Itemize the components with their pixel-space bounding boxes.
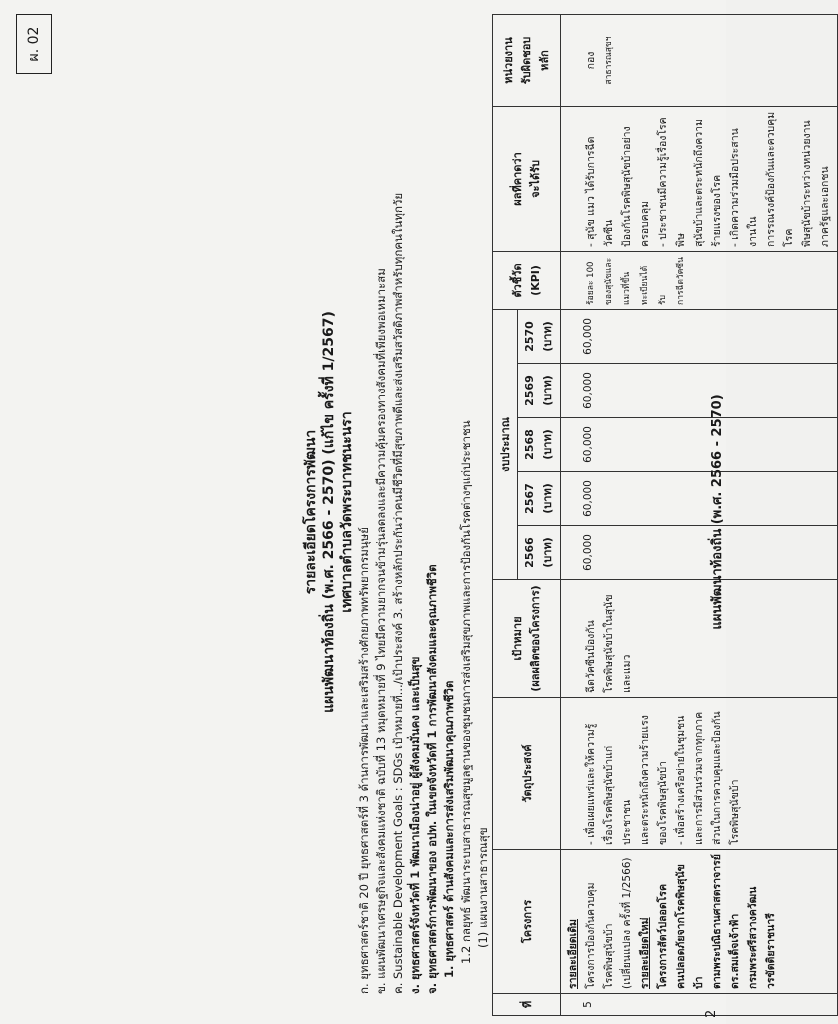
objective-line: ของโรคพิษสุนัขบ้า — [657, 760, 669, 845]
result-line: - เกิดความร่วมมือประสานงานใน — [729, 128, 759, 247]
objective-line: และการมีส่วนร่วมจากทุกภาค — [693, 711, 705, 845]
objective-line: - เพื่อสร้างเครือข่ายในชุมชน — [675, 715, 687, 845]
project-line: ตามพระปณิธานศาสตราจารย์ — [711, 854, 723, 989]
row-target — [561, 580, 838, 698]
project-line: กรมพระศรีสวางควัฒน — [747, 886, 759, 989]
header-year — [518, 526, 561, 580]
year-unit: (บาท) — [541, 429, 554, 460]
header-year — [518, 364, 561, 418]
year-unit: (บาท) — [541, 321, 554, 352]
header-unit-sub2: หลัก — [537, 50, 551, 71]
budget-cell — [561, 526, 838, 580]
doc-subtitle: แผนพัฒนาท้องถิ่น (พ.ศ. 2566 - 2570) (แก้ไข ครั้งที่ 1/2567) — [321, 311, 337, 713]
doc-organization: เทศบาลตำบลวัดพระบาทชนะนรา — [339, 411, 355, 613]
strategy-line: (1) แผนงานสาธารณสุข — [476, 827, 490, 948]
objective-line: โรคพิษสุนัขบ้า — [729, 779, 741, 845]
strategy-line: 1.2 กลยุทธ์ พัฒนาระบบสาธารณสุขมูลฐานของชุมชนการส่งเสริมสุขภาพและการป้องกันโรคต่างๆแก่ประชาชน — [459, 420, 473, 964]
header-result-label: ผลที่คาดว่า — [510, 152, 524, 206]
project-old-label: รายละเอียดเดิม — [567, 919, 579, 989]
project-line: วรขัตติยราชนารี — [765, 913, 777, 989]
header-result-sub: จะได้รับ — [528, 160, 542, 198]
project-line: โครงการป้องกันควบคุม — [585, 882, 597, 989]
header-unit-label: หน่วยงาน — [501, 37, 515, 84]
result-line: สุนัขบ้าและตระหนักถึงความ — [693, 119, 705, 247]
budget-value: 60,000 — [582, 534, 594, 571]
strategy-line: ง. ยุทธศาสตร์จังหวัดที่ 1 พัฒนาเมืองน่าอยู่ ผู้สังคมมั่นคง และเป็นสุข — [408, 656, 422, 994]
header-target-sub: (ผลผลิตของโครงการ) — [528, 585, 542, 692]
strategy-line: จ. ยุทธศาสตร์การพัฒนาของ อปท. ในเขตจังหวัดที่ 1 การพัฒนาสังคมและคุณภาพชีวิต — [425, 564, 439, 994]
header-kpi-sub: (KPI) — [528, 265, 542, 296]
year-unit: (บาท) — [541, 537, 554, 568]
budget-cell — [561, 364, 838, 418]
header-unit — [493, 15, 561, 107]
strategy-line: ก. ยุทธศาสตร์ชาติ 20 ปี ยุทธศาสตร์ที่ 3 ด้านการพัฒนาและเสริมสร้างศักยภาพทรัพยากรมนุษย์ — [357, 527, 371, 994]
header-year — [518, 309, 561, 363]
header-unit-sub: รับผิดชอบ — [519, 36, 533, 85]
year-unit: (บาท) — [541, 375, 554, 406]
project-line: ดร.สมเด็จเจ้าฟ้า — [729, 913, 741, 989]
page-footer: แผนพัฒนาท้องถิ่น (พ.ศ. 2566 - 2570) — [710, 394, 725, 630]
header-target-label: เป้าหมาย — [510, 616, 524, 661]
header-project: โครงการ — [493, 850, 561, 994]
page-number: 2 — [704, 1009, 719, 1018]
row-no-value: 5 — [582, 1001, 594, 1008]
row-result — [561, 106, 838, 251]
result-line: ครอบคลุม — [639, 200, 651, 247]
header-target — [493, 580, 561, 698]
header-result — [493, 106, 561, 251]
row-no — [561, 994, 838, 1016]
budget-cell — [561, 309, 838, 363]
form-code-box — [16, 14, 52, 74]
table-header-row — [493, 15, 518, 1016]
objective-line: ส่วนในการควบคุมและป้องกัน — [711, 711, 723, 845]
project-new-label: รายละเอียดใหม่ — [639, 917, 651, 989]
result-line: - สุนัข แมว ได้รับการฉีดวัคซีน — [585, 136, 615, 247]
result-line: ป้องกันโรคพิษสุนัขบ้าอย่าง — [621, 126, 633, 247]
objective-line: - เพื่อเผยแพร่และให้ความรู้ — [585, 723, 597, 845]
unit-line: กอง — [585, 51, 597, 70]
project-line: โรคพิษสุนัขบ้า — [603, 923, 615, 989]
target-line: โรคพิษสุนัขบ้าในสุนัข — [603, 594, 615, 693]
project-line: โครงการสัตว์ปลอดโรค — [657, 884, 669, 989]
header-kpi — [493, 251, 561, 309]
year-label: 2569 — [523, 375, 536, 406]
year-label: 2567 — [523, 483, 536, 514]
budget-cell — [561, 418, 838, 472]
year-unit: (บาท) — [541, 483, 554, 514]
doc-title: รายละเอียดโครงการพัฒนา — [303, 429, 319, 595]
target-line: ฉีดวัคซีนป้องกัน — [585, 620, 597, 693]
header-year — [518, 472, 561, 526]
row-unit — [561, 15, 838, 107]
year-label: 2568 — [523, 429, 536, 460]
project-line: คนปลอดภัยจากโรคพิษสุนัขบ้า — [675, 864, 705, 989]
header-objective: วัตถุประสงค์ — [493, 698, 561, 850]
kpi-line: ร้อยละ 100 — [586, 261, 596, 305]
result-line: ร้ายแรงของโรค — [711, 174, 723, 247]
form-code: ผ. 02 — [26, 26, 42, 62]
budget-cell — [561, 472, 838, 526]
row-kpi — [561, 251, 838, 309]
row-project — [561, 850, 838, 994]
strategy-line: ค. Sustainable Development Goals : SDGs เป้าหมายที่.../เป้าประสงค์ 3. สร้างหลักประกันว่าคนมีชีวิตที่มีสุขภาพดีและส่งเสริมสวัสดิภาพสำหรับทุกคนในทุกวัย — [391, 192, 405, 994]
year-label: 2566 — [523, 537, 536, 568]
header-year — [518, 418, 561, 472]
row-objective — [561, 698, 838, 850]
budget-value: 60,000 — [582, 318, 594, 355]
header-budget: งบประมาณ — [493, 309, 518, 579]
strategy-line: 1. ยุทธศาสตร์ ด้านสังคมและการส่งเสริมพัฒนาคุณภาพชีวิต — [442, 680, 456, 978]
project-table — [492, 14, 838, 1016]
header-kpi-label: ตัวชี้วัด — [510, 263, 524, 298]
budget-value: 60,000 — [582, 480, 594, 517]
result-line: พิษสุนัขบ้าระหว่างหน่วยงาน — [801, 120, 813, 247]
kpi-line: ทะเบียนได้รับ — [640, 265, 668, 305]
project-line: (เปลี่ยนแปลง ครั้งที่ 1/2566) — [621, 857, 633, 989]
result-line: - ประชาชนมีความรู้เรื่องโรคพิษ — [657, 117, 687, 247]
year-label: 2570 — [523, 321, 536, 352]
kpi-line: ของสุนัขและ — [604, 257, 614, 305]
result-line: ภาครัฐและเอกชน — [819, 166, 831, 247]
kpi-line: การฉีดวัคซีน — [676, 257, 686, 305]
result-line: การรณรงค์ป้องกันและควบคุมโรค — [765, 111, 795, 247]
budget-value: 60,000 — [582, 372, 594, 409]
unit-line: สาธารณสุขฯ — [604, 36, 614, 85]
table-row — [561, 15, 838, 1016]
objective-line: และตระหนักถึงความร้ายแรง — [639, 715, 651, 845]
kpi-line: แมวที่ขึ้น — [622, 271, 632, 305]
budget-value: 60,000 — [582, 426, 594, 463]
strategy-line: ข. แผนพัฒนาเศรษฐกิจและสังคมแห่งชาติ ฉบับที่ 13 หมุดหมายที่ 9 ไทยมีความยากจนข้ามรุ่นลดลงและมีความคุ้มครองทางสังคมที่เพียงพอเหมาะสม — [374, 268, 388, 994]
target-line: และแมว — [621, 654, 633, 693]
objective-line: เรื่องโรคพิษสุนัขบ้าแก่ประชาชน — [603, 745, 633, 845]
header-no: ที่ — [493, 994, 561, 1016]
